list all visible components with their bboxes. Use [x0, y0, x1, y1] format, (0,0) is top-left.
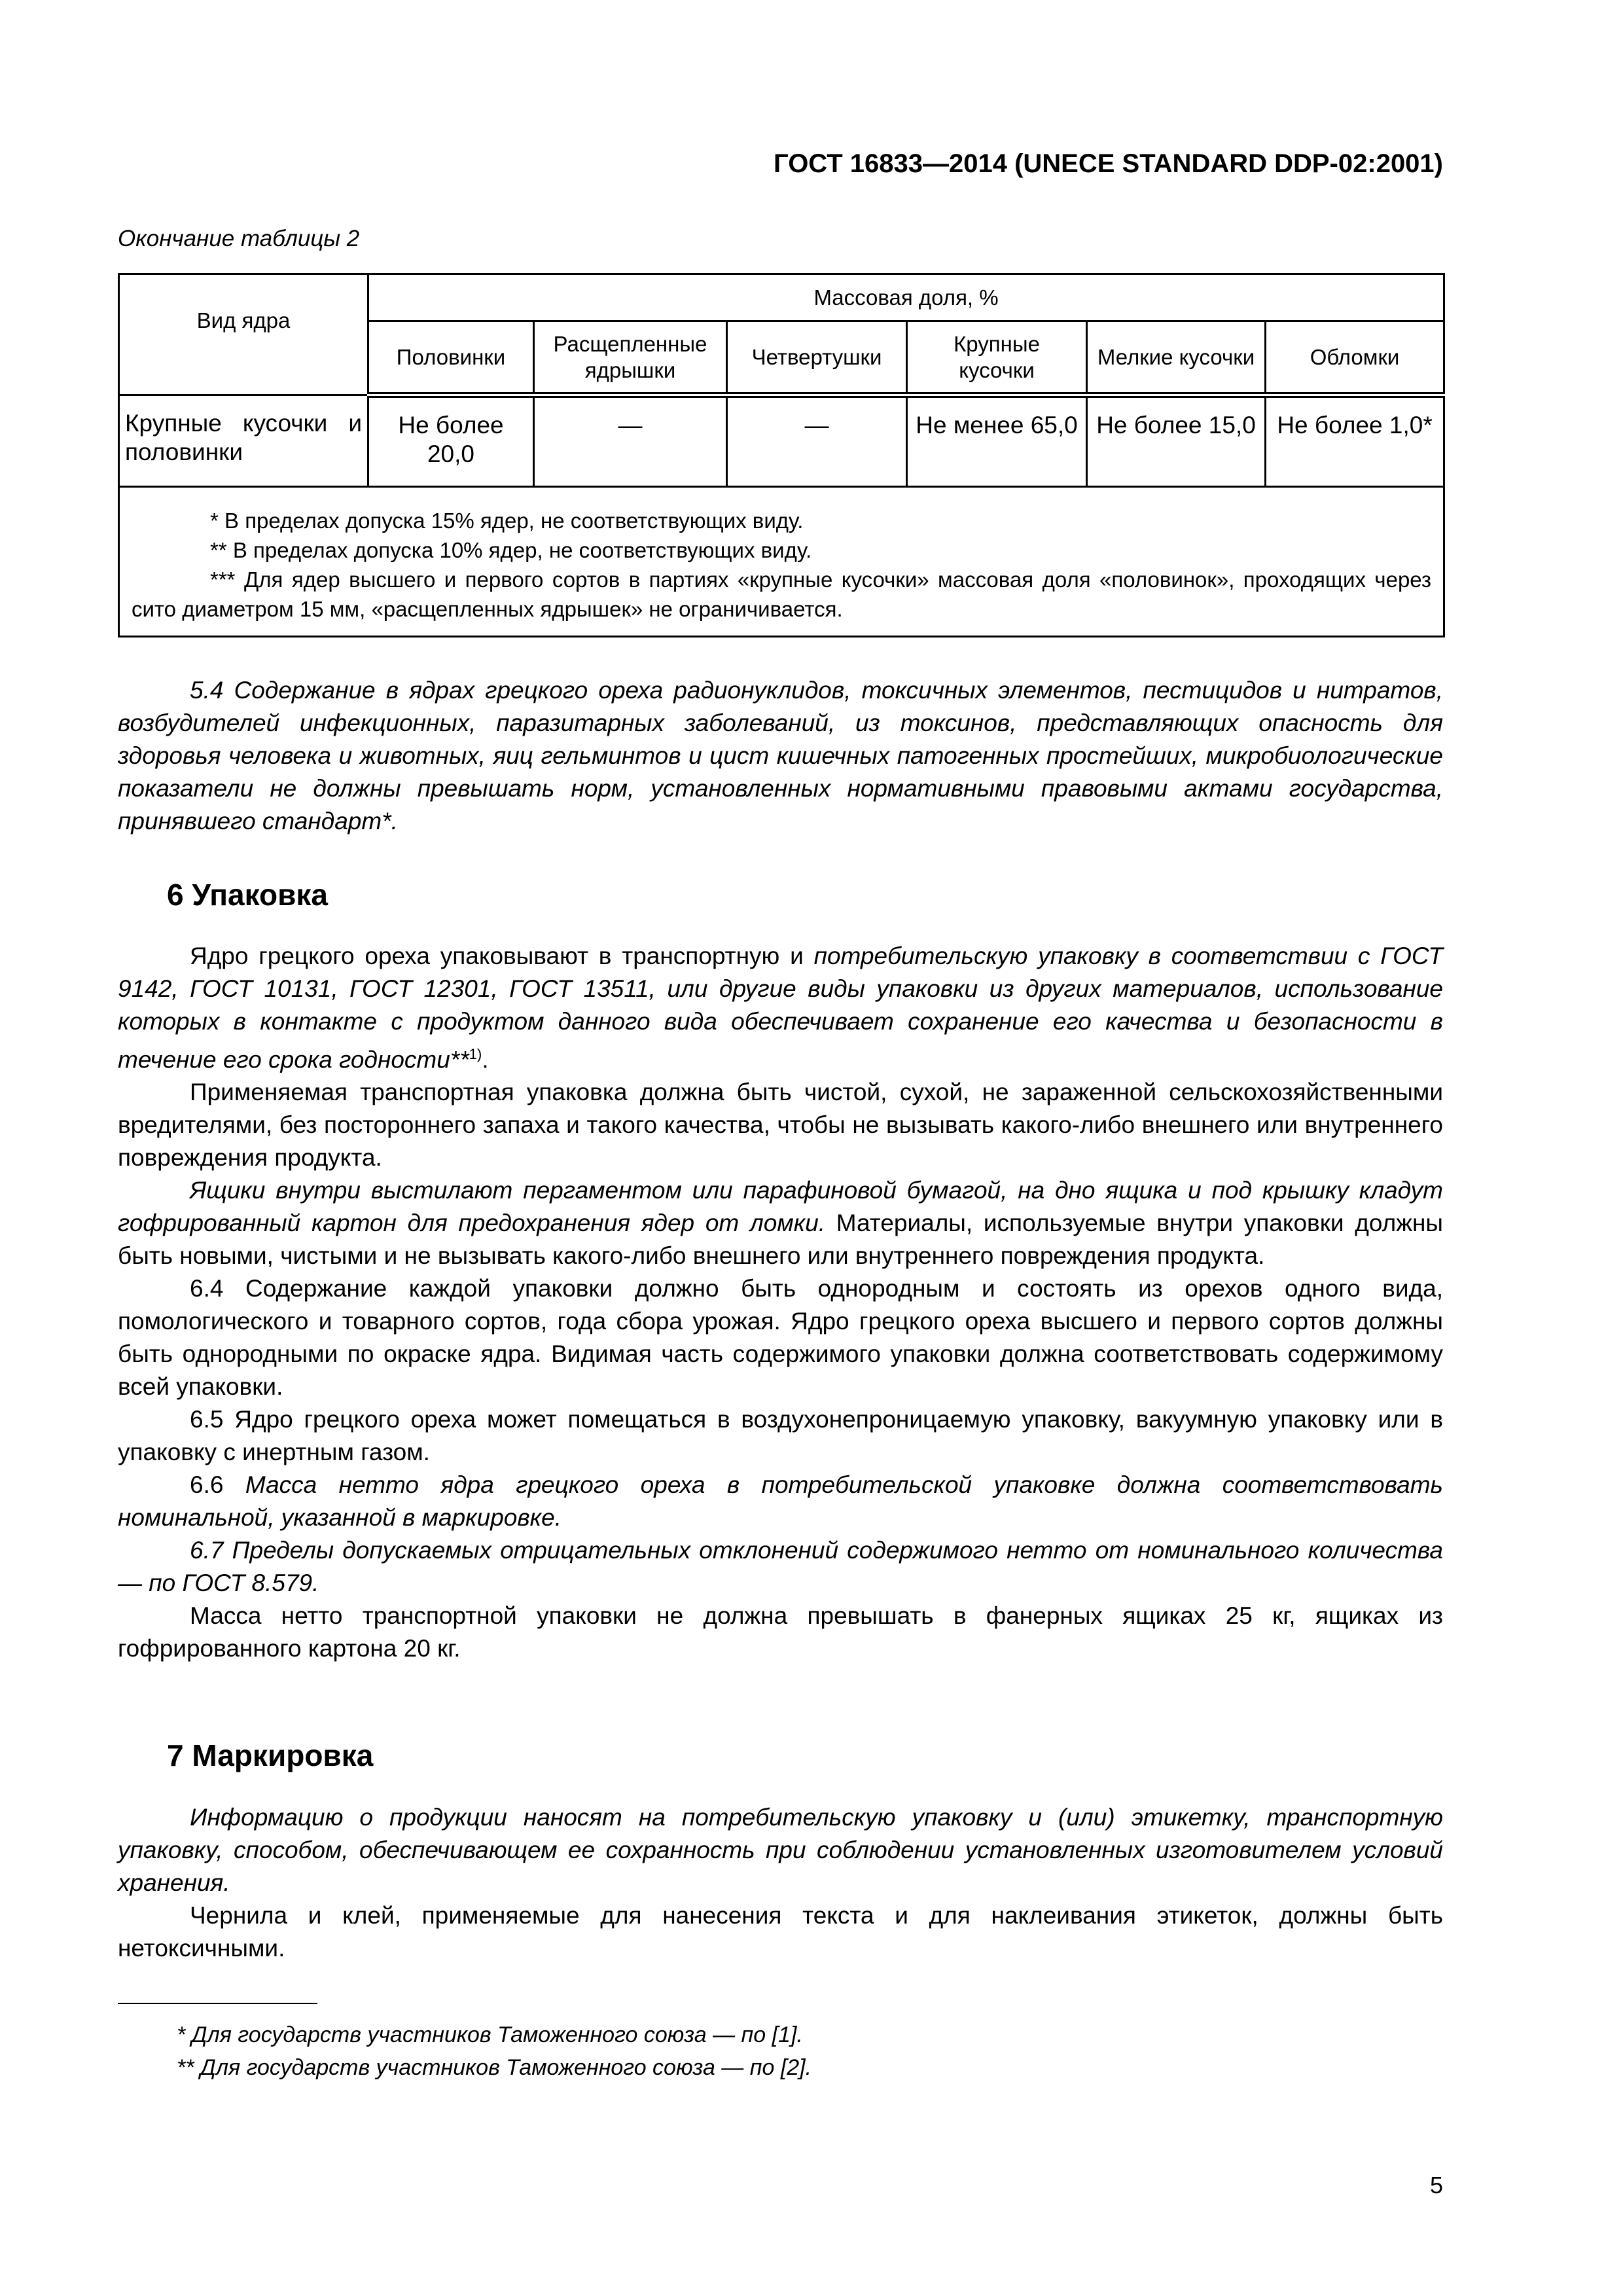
paragraph	[118, 674, 1443, 838]
table-notes	[119, 487, 1444, 637]
table-cell: Не более 15,0	[1087, 395, 1266, 487]
table-cell: Не менее 65,0	[907, 395, 1087, 487]
footnote: ** Для государств участников Таможенного союза — по [2].	[177, 2055, 812, 2080]
group-header-cell: Массовая доля, %	[368, 274, 1444, 321]
section-6-heading: 6 Упаковка	[167, 878, 328, 912]
paragraph	[118, 1076, 1443, 1174]
paragraph	[118, 1600, 1443, 1665]
column-header: Обломки	[1266, 321, 1444, 395]
paragraph	[118, 1534, 1443, 1600]
section-7-text	[118, 1801, 1443, 1965]
text-run: Применяемая транспортная упаковка должна быть чистой, сухой, не зараженной сельскохозяйственными вредителями, без постороннего запаха и такого качества, чтобы не вызывать какого-либо внешнего или внутреннего повреждения продукта.	[118, 1079, 1443, 1172]
text-run: 1)	[469, 1046, 482, 1062]
paragraph	[118, 1403, 1443, 1469]
text-run: 6.5 Ядро грецкого ореха может помещаться в воздухонепроницаемую упаковку, вакуумную упаковку или в упаковку с инертным газом.	[118, 1406, 1443, 1466]
text-run: 6.6	[190, 1471, 245, 1499]
column-header: Крупные кусочки	[907, 321, 1087, 395]
paragraph	[118, 940, 1443, 1076]
table-caption: Окончание таблицы 2	[118, 226, 360, 251]
document-header: ГОСТ 16833—2014 (UNECE STANDARD DDP-02:2001)	[774, 149, 1443, 178]
section-6-text	[118, 940, 1443, 1665]
column-header: Половинки	[368, 321, 534, 395]
column-header: Расщепленные ядрышки	[534, 321, 727, 395]
text-run: 6.4 Содержание каждой упаковки должно быть однородным и состоять из орехов одного вида, помологического и товарного сортов, года сбора урожая. Ядро грецкого ореха высшего и первого сортов должны быть однородными по окраске ядра. Видимая часть содержимого упаковки должна соответствовать содержимому всей упаковки.	[118, 1275, 1443, 1401]
paragraph	[118, 1272, 1443, 1403]
column-header: Четвертушки	[727, 321, 907, 395]
text-run: Масса нетто транспортной упаковки не должна превышать в фанерных ящиках 25 кг, ящиках из гофрированного картона 20 кг.	[118, 1602, 1443, 1662]
text-run: Информацию о продукции наносят на потребительскую упаковку и (или) этикетку, транспортную упаковку, способом, обеспечивающем ее сохранность при соблюдении установленных изготовителем условий хранения.	[118, 1804, 1443, 1896]
mass-fraction-table	[118, 273, 1445, 637]
text-run: .	[482, 1046, 489, 1073]
table-cell: —	[534, 395, 727, 487]
paragraph	[118, 1801, 1443, 1899]
text-run: Масса нетто ядра грецкого ореха в потребительской упаковке должна соответствовать номинальной, указанной в маркировке.	[118, 1471, 1443, 1532]
text-run: Ящики внутри выстилают пергаментом или парафиновой бумагой, на дно ящика и под крышку кладут гофрированный картон для предохранения ядер от ломки.	[118, 1177, 1443, 1237]
table-row	[119, 395, 1444, 487]
table-cell: —	[727, 395, 907, 487]
text-run: 6.7 Пределы допускаемых отрицательных отклонений содержимого нетто от номинального количества — по ГОСТ 8.579.	[118, 1537, 1443, 1597]
column-header: Мелкие кусочки	[1087, 321, 1266, 395]
text-run: 5.4 Содержание в ядрах грецкого ореха радионуклидов, токсичных элементов, пестицидов и нитратов, возбудителей инфекционных, паразитарных заболеваний, из токсинов, представляющих опасность для здоровья человека и животных, яиц гельминтов и цист кишечных патогенных простейших, микробиологические показатели не должны превышать норм, установленных нормативными правовыми актами государства, принявшего стандарт*.	[118, 677, 1443, 834]
paragraph	[118, 1174, 1443, 1272]
section-7-heading: 7 Маркировка	[167, 1738, 374, 1772]
footnote: * Для государств участников Таможенного союза — по [1].	[177, 2022, 803, 2047]
row-label: Крупные кусочки и половинки	[119, 395, 368, 487]
text-run: Ядро грецкого ореха упаковывают в транспортную и	[190, 942, 814, 969]
footnote-separator	[118, 2003, 317, 2004]
table-cell: Не более 1,0*	[1266, 395, 1444, 487]
table-note: * В пределах допуска 15% ядер, не соответствующих виду.	[210, 509, 804, 533]
page-number: 5	[1429, 2172, 1443, 2198]
paragraph	[118, 1469, 1443, 1534]
text-run: Материалы, используемые внутри упаковки должны быть новыми, чистыми и не вызывать какого-либо внешнего или внутреннего повреждения продукта.	[118, 1210, 1443, 1270]
row-header-cell: Вид ядра	[119, 274, 368, 395]
table-cell: Не более 20,0	[368, 395, 534, 487]
paragraph	[118, 1899, 1443, 1965]
section-5-text	[118, 674, 1443, 838]
table-note: ** В пределах допуска 10% ядер, не соответствующих виду.	[210, 538, 812, 562]
table-note: *** Для ядер высшего и первого сортов в партиях «крупные кусочки» массовая доля «половинок», проходящих через сито диаметром 15 мм, «расщепленных ядрышек» не ограничивается.	[132, 567, 1432, 621]
text-run: Чернила и клей, применяемые для нанесения текста и для наклеивания этикеток, должны быть нетоксичными.	[118, 1902, 1443, 1962]
text-run: потребительскую упаковку в соответствии с ГОСТ 9142, ГОСТ 10131, ГОСТ 12301, ГОСТ 13511, или другие виды упаковки из других материалов, использование которых в контакте с продуктом данного вида обеспечивает сохранение его качества и безопасности в течение его срока годности**	[118, 942, 1443, 1073]
